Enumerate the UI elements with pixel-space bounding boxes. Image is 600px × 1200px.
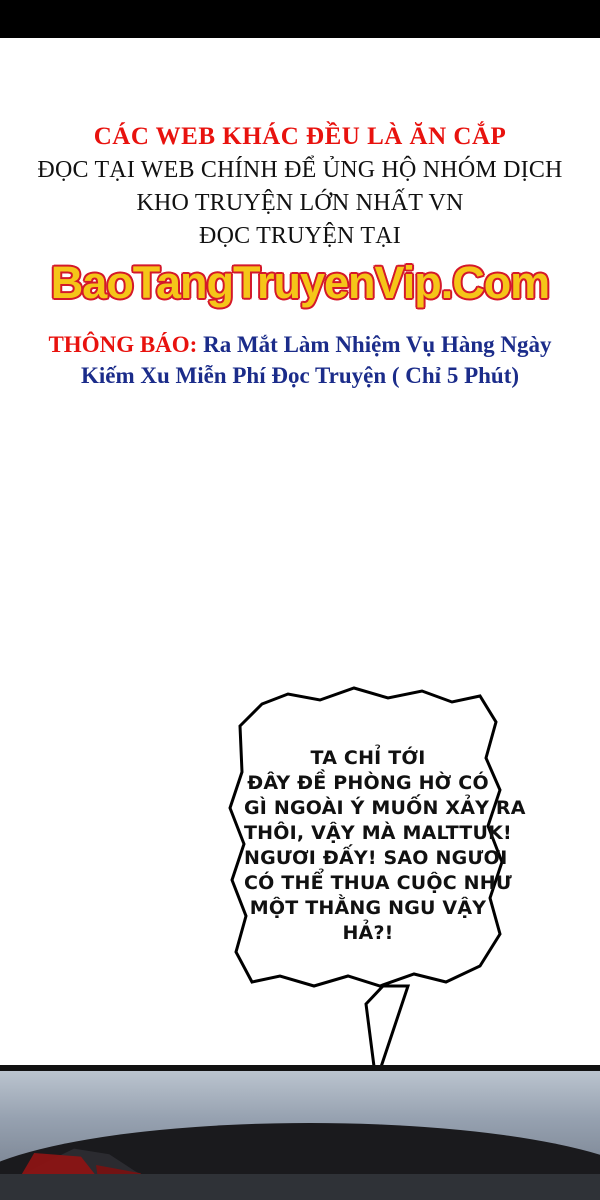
balloon-line: CÓ THỂ THUA CUỘC NHƯ <box>244 872 512 894</box>
top-black-bar-secondary <box>0 30 600 38</box>
balloon-line: GÌ NGOÀI Ý MUỐN XẢY RA <box>244 797 526 819</box>
panel-top-border <box>0 1065 600 1071</box>
promo-subline-2: KHO TRUYỆN LỚN NHẤT VN <box>136 190 464 216</box>
balloon-line: HẢ?! <box>342 922 394 944</box>
panel-ground <box>0 1174 600 1200</box>
promo-notice-line-1 <box>0 329 600 360</box>
comic-panel-bottom <box>0 1065 600 1200</box>
promo-subline-1: ĐỌC TẠI WEB CHÍNH ĐỂ ỦNG HỘ NHÓM DỊCH <box>37 157 563 183</box>
top-black-bar <box>0 0 600 30</box>
balloon-dialogue <box>244 746 526 946</box>
balloon-line: TA CHỈ TỚI <box>310 747 426 769</box>
promo-notice-line-2: Kiếm Xu Miễn Phí Đọc Truyện ( Chỉ 5 Phút) <box>80 363 520 388</box>
promo-block <box>0 120 600 391</box>
speech-balloon <box>228 686 526 1086</box>
notice-text-1: Ra Mắt Làm Nhiệm Vụ Hàng Ngày <box>197 332 552 357</box>
balloon-line: THÔI, VẬY MÀ MALTTUK! <box>244 822 512 844</box>
promo-headline: CÁC WEB KHÁC ĐỀU LÀ ĂN CẮP <box>93 123 507 150</box>
balloon-line: MỘT THẰNG NGU VẬY <box>249 897 487 919</box>
balloon-line: NGƯƠI ĐẤY! SAO NGƯƠI <box>244 847 508 869</box>
promo-subline-3: ĐỌC TRUYỆN TẠI <box>199 223 401 249</box>
site-brand-link[interactable]: BaoTangTruyenVip.Com <box>50 257 550 308</box>
balloon-line: ĐÂY ĐỀ PHÒNG HỜ CÓ <box>247 772 489 794</box>
notice-tag-label: THÔNG BÁO: <box>48 332 198 357</box>
